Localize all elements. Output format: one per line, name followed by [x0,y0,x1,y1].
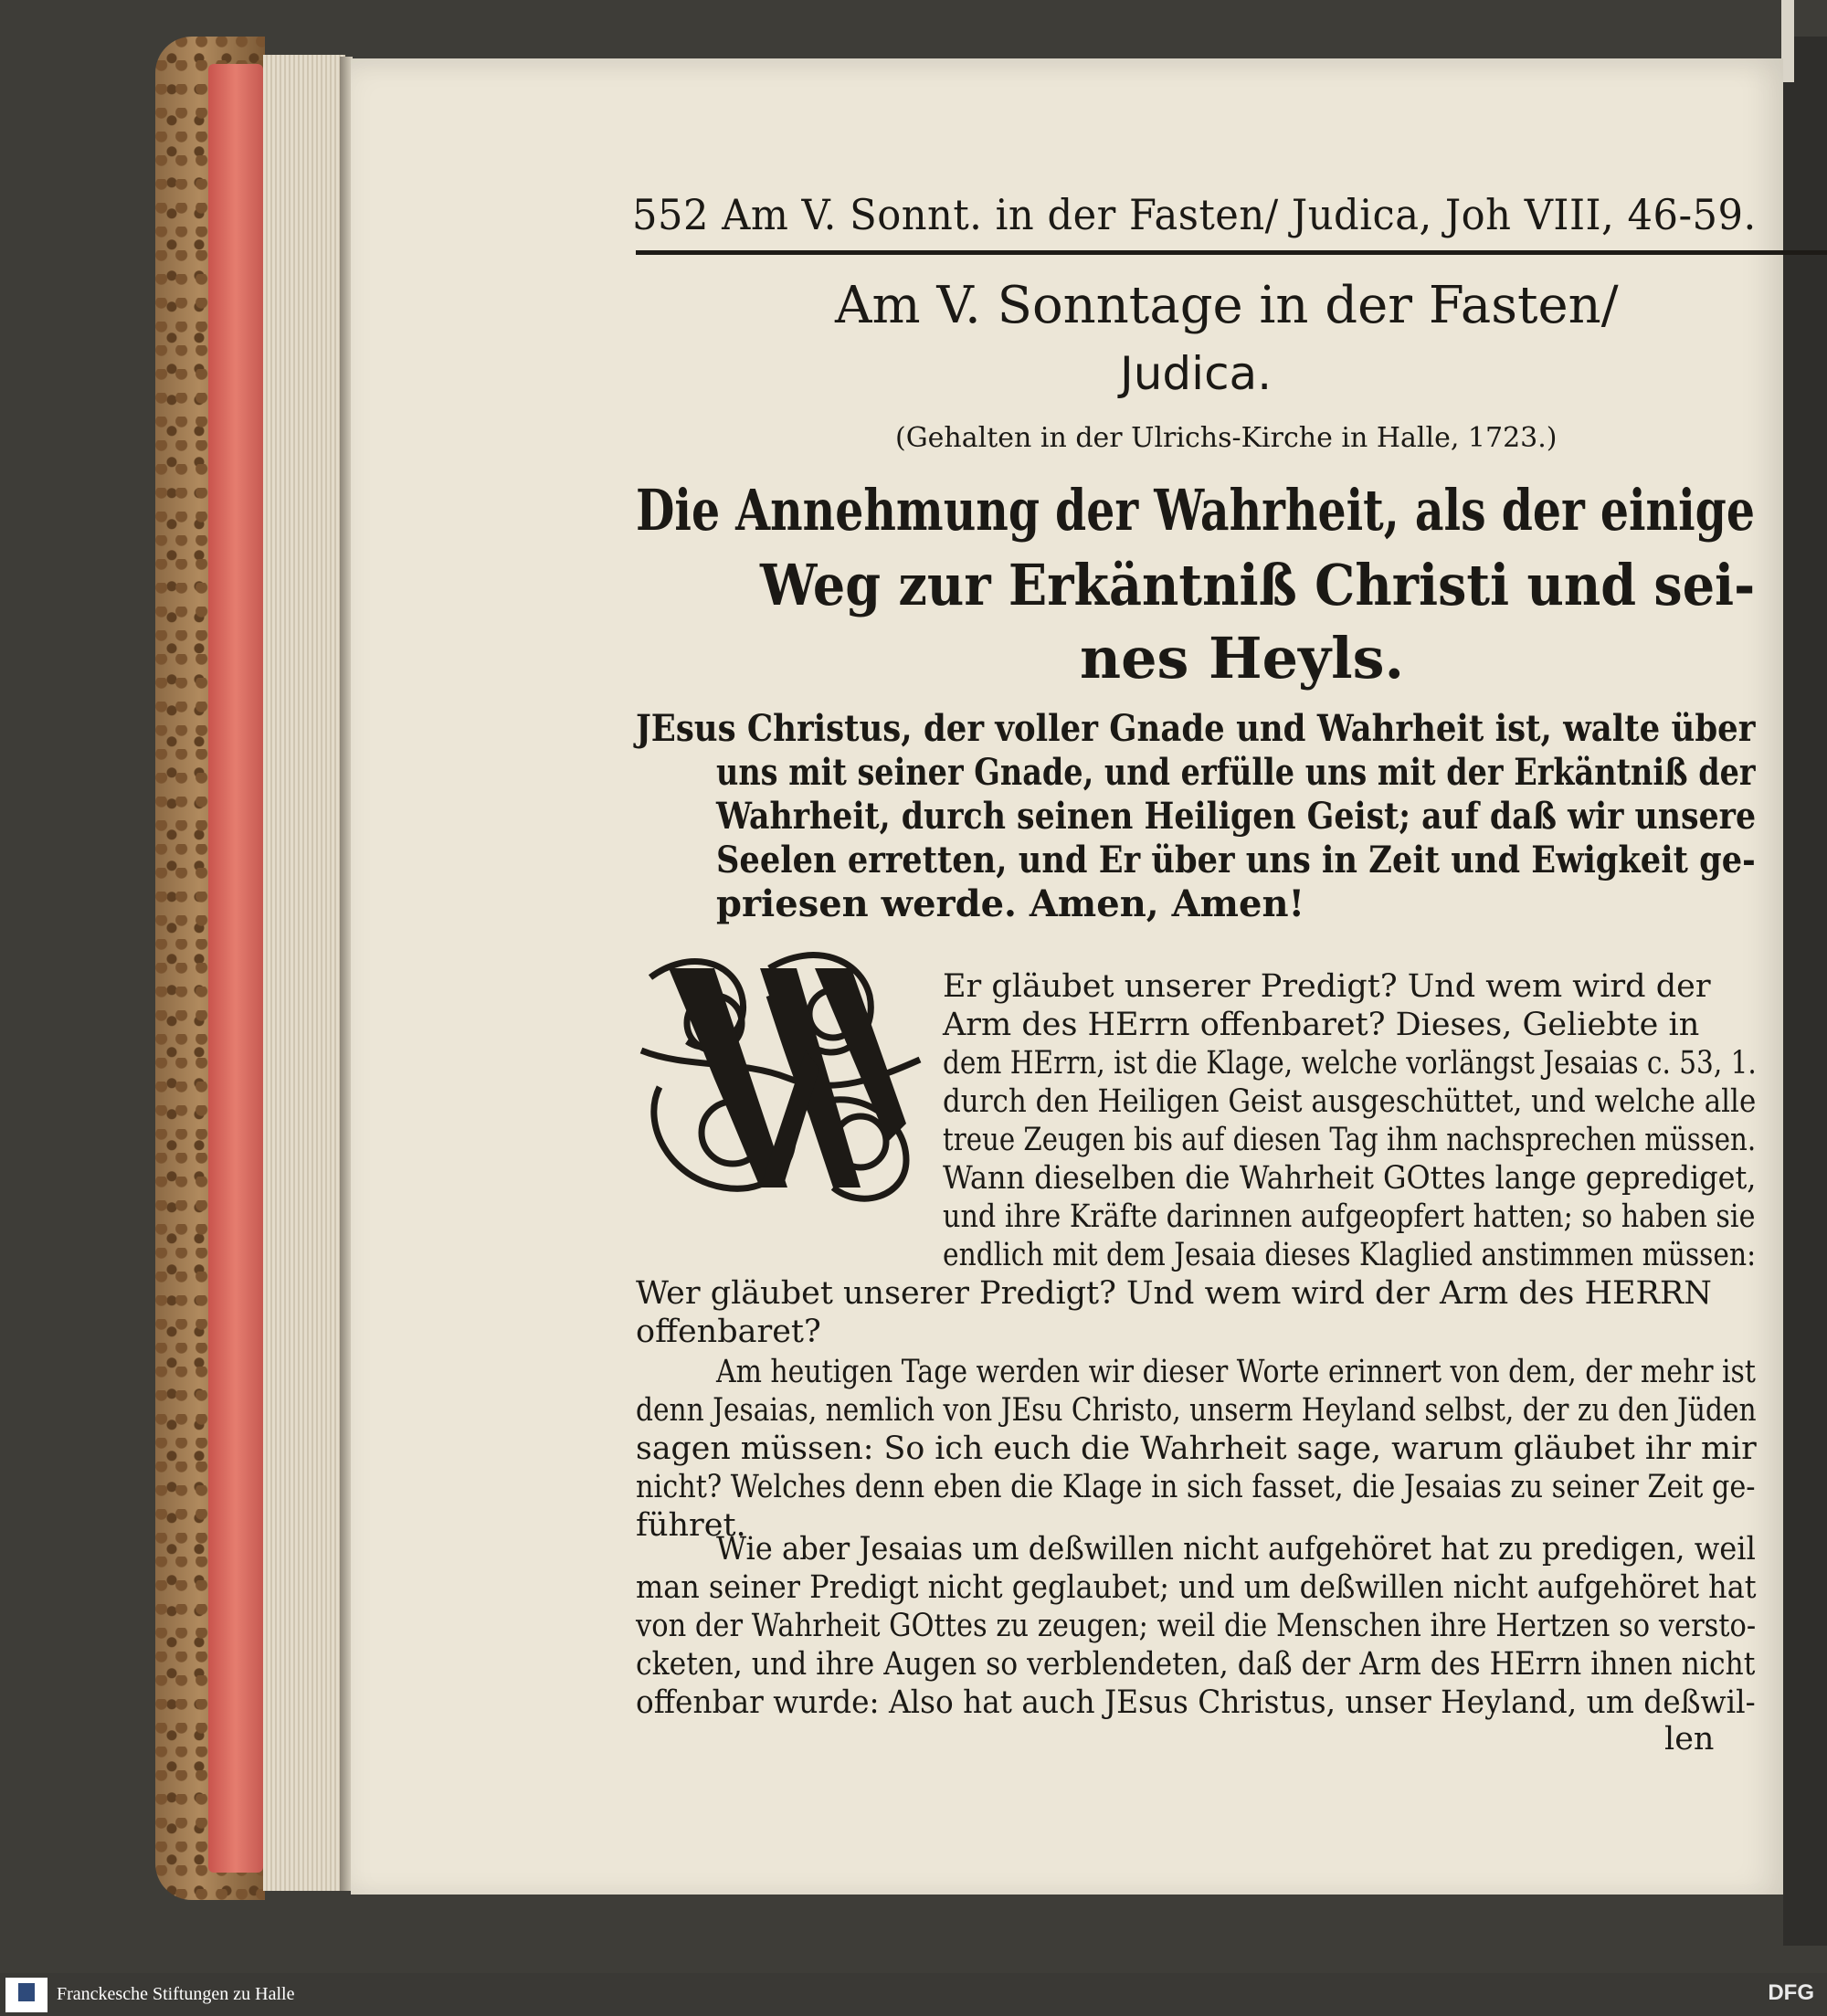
body-line: führet. [636,1507,746,1544]
body-line: endlich mit dem Jesaia dieses Klaglied anstimmen müssen: [943,1237,1757,1273]
red-page-edges [208,64,263,1873]
body-line: und ihre Kräfte darinnen aufgeopfert hatten; so haben sie [943,1198,1756,1235]
body-line: durch den Heiligen Geist ausgeschüttet, und welche alle [943,1083,1757,1120]
institution-name: Franckesche Stiftungen zu Halle [57,1984,295,2004]
printed-page [351,58,1783,1895]
judica-label: Judica. [1120,347,1273,400]
body-line: Wer gläubet unserer Predigt? Und wem wird der Arm des HERRN [636,1275,1712,1312]
sunday-title: Am V. Sonntage in der Fasten/ [835,276,1619,335]
body-line: man seiner Predigt nicht geglaubet; und um deßwillen nicht aufgehöret hat [636,1569,1757,1606]
body-line: treue Zeugen bis auf diesen Tag ihm nachsprechen müssen. [943,1122,1757,1158]
body-line: cketen, und ihre Augen so verblendeten, daß der Arm des HErrn ihnen nicht [636,1646,1756,1683]
main-title-line: nes Heyls. [1080,625,1405,691]
header-rule [636,250,1827,255]
prayer-line: JEsus Christus, der voller Gnade und Wahrheit ist, walte über [636,707,1756,750]
catchword: len [1664,1721,1715,1757]
body-line: offenbar wurde: Also hat auch JEsus Christus, unser Heyland, um deßwil- [636,1684,1756,1721]
body-line: Am heutigen Tage werden wir dieser Worte erinnert von dem, der mehr ist [716,1354,1756,1390]
main-title-line: Weg zur Erkäntniß Christi und sei- [760,552,1756,618]
facing-page-edge [1783,37,1827,1946]
body-line: Wie aber Jesaias um deßwillen nicht aufgehöret hat zu predigen, weil [716,1531,1756,1567]
decorated-initial-w-icon [632,941,926,1215]
body-line: Arm des HErrn offenbaret? Dieses, Geliebte in [943,1007,1700,1043]
prayer-line: priesen werde. Amen, Amen! [716,882,1305,925]
body-line: offenbaret? [636,1314,821,1350]
body-line: Er gläubet unserer Predigt? Und wem wird der [943,968,1711,1005]
prayer-line: uns mit seiner Gnade, und erfülle uns mit der Erkäntniß der [716,751,1756,794]
body-line: nicht? Welches denn eben die Klage in sich fasset, die Jesaias zu seiner Zeit ge- [636,1469,1756,1505]
running-head: 552 Am V. Sonnt. in der Fasten/ Judica, Joh VIII, 46-59. [632,190,1757,239]
held-note: (Gehalten in der Ulrichs-Kirche in Halle, 1723.) [895,422,1558,454]
main-title-line: Die Annehmung der Wahrheit, als der einige [636,477,1756,544]
dfg-mark: DFG [1768,1980,1814,2005]
bookmark-strip [1781,0,1794,82]
prayer-line: Wahrheit, durch seinen Heiligen Geist; auf daß wir unsere [716,795,1757,838]
body-line: denn Jesaias, nemlich von JEsu Christo, unserm Heyland selbst, der zu den Jüden [636,1392,1757,1429]
prayer-line: Seelen erretten, und Er über uns in Zeit und Ewigkeit ge- [716,839,1756,881]
body-line: dem HErrn, ist die Klage, welche vorlängst Jesaias c. 53, 1. [943,1045,1757,1082]
body-line: sagen müssen: So ich euch die Wahrheit sage, warum gläubet ihr mir [636,1430,1757,1467]
body-line: Wann dieselben die Wahrheit GOttes lange geprediget, [943,1160,1757,1197]
page-stack [263,55,345,1891]
body-line: von der Wahrheit GOttes zu zeugen; weil die Menschen ihre Hertzen so versto- [636,1608,1757,1644]
institution-logo-icon [5,1978,48,2012]
